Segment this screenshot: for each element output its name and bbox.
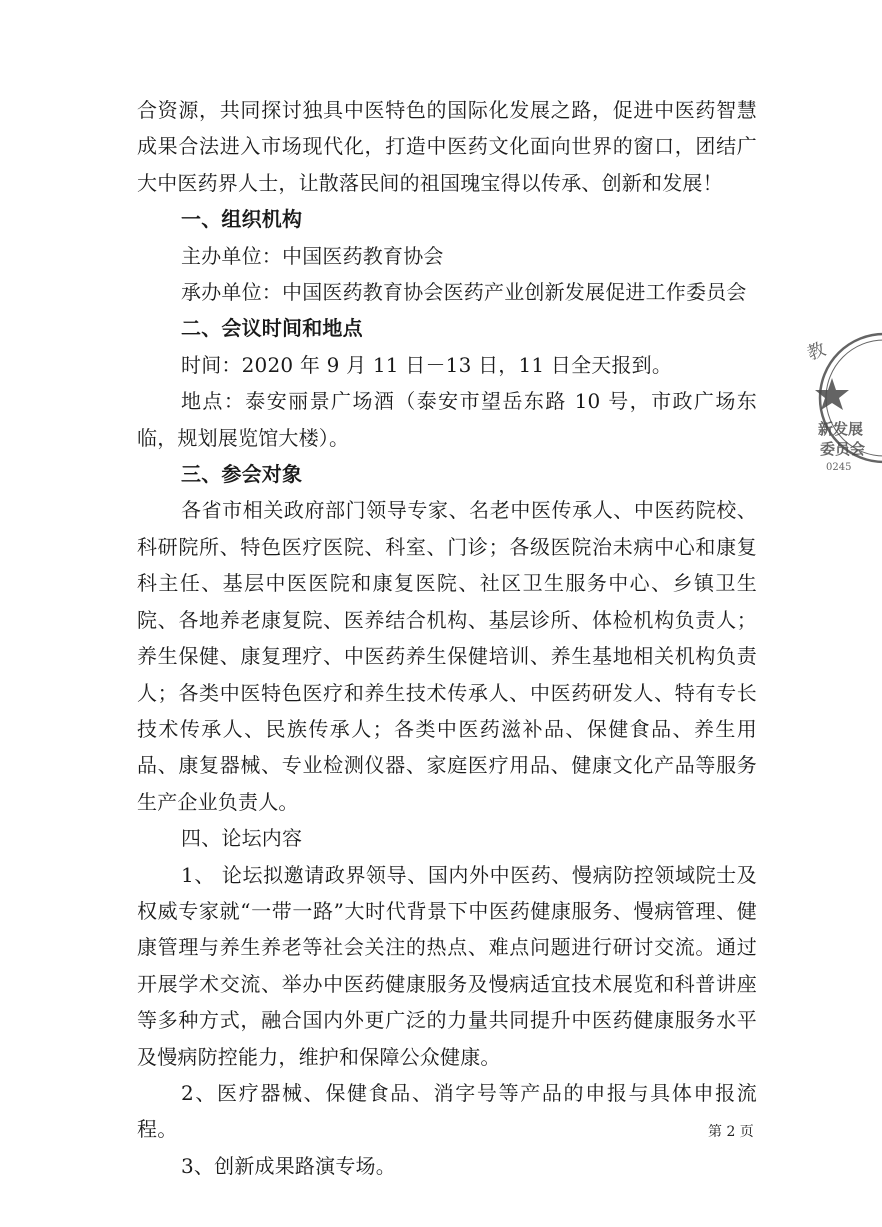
document-body: [137, 92, 757, 1184]
section-heading: 一、组织机构: [181, 207, 303, 232]
body-paragraph: 1、 论坛拟邀请政界领导、国内外中医药、慢病防控领域院士及权威专家就“一带一路”大时代背景下中医药健康服务、慢病管理、健康管理与养生养老等社会关注的热点、难点问题进行研讨交流。通过开展学术交流、举办中医药健康服务及慢病适宜技术展览和科普讲座等多种方式，融合国内外更广泛的力量共同提升中医药健康服务水平及慢病防控能力，维护和保障公众健康。: [137, 862, 757, 1069]
seal-text: 教: [804, 338, 829, 365]
body-paragraph: 主办单位：中国医药教育协会: [181, 243, 444, 268]
section-heading: 四、论坛内容: [181, 826, 303, 851]
section-heading: 三、参会对象: [181, 462, 303, 487]
seal-text: 新发展: [818, 420, 864, 438]
section-heading: 二、会议时间和地点: [181, 316, 363, 341]
page-number: 第 2 页: [708, 1124, 754, 1140]
body-paragraph: 各省市相关政府部门领导专家、名老中医传承人、中医药院校、科研院所、特色医疗医院、科室、门诊；各级医院治未病中心和康复科主任、基层中医医院和康复医院、社区卫生服务中心、乡镇卫生院、各地养老康复院、医养结合机构、基层诊所、体检机构负责人；养生保健、康复理疗、中医药养生保健培训、养生基地相关机构负责人；各类中医特色医疗和养生技术传承人、中医药研发人、特有专长技术传承人、民族传承人；各类中医药滋补品、保健食品、养生用品、康复器械、专业检测仪器、家庭医疗用品、健康文化产品等服务生产企业负责人。: [137, 498, 757, 814]
body-paragraph: 2、医疗器械、保健食品、消字号等产品的申报与具体申报流程。: [137, 1080, 757, 1142]
body-paragraph: 时间：2020 年 9 月 11 日－13 日，11 日全天报到。: [181, 352, 673, 377]
official-seal-stamp: [792, 326, 882, 476]
seal-number: 0245: [826, 462, 852, 473]
seal-text: 委员会: [820, 440, 866, 458]
body-paragraph: 合资源，共同探讨独具中医特色的国际化发展之路，促进中医药智慧成果合法进入市场现代化，打造中医药文化面向世界的窗口，团结广大中医药界人士，让散落民间的祖国瑰宝得以传承、创新和发展！: [137, 98, 757, 195]
body-paragraph: 地点：泰安丽景广场酒（泰安市望岳东路 10 号，市政广场东临，规划展览馆大楼）。: [137, 389, 757, 450]
body-paragraph: 3、创新成果路演专场。: [181, 1153, 396, 1178]
body-paragraph: 承办单位：中国医药教育协会医药产业创新发展促进工作委员会: [181, 280, 747, 305]
